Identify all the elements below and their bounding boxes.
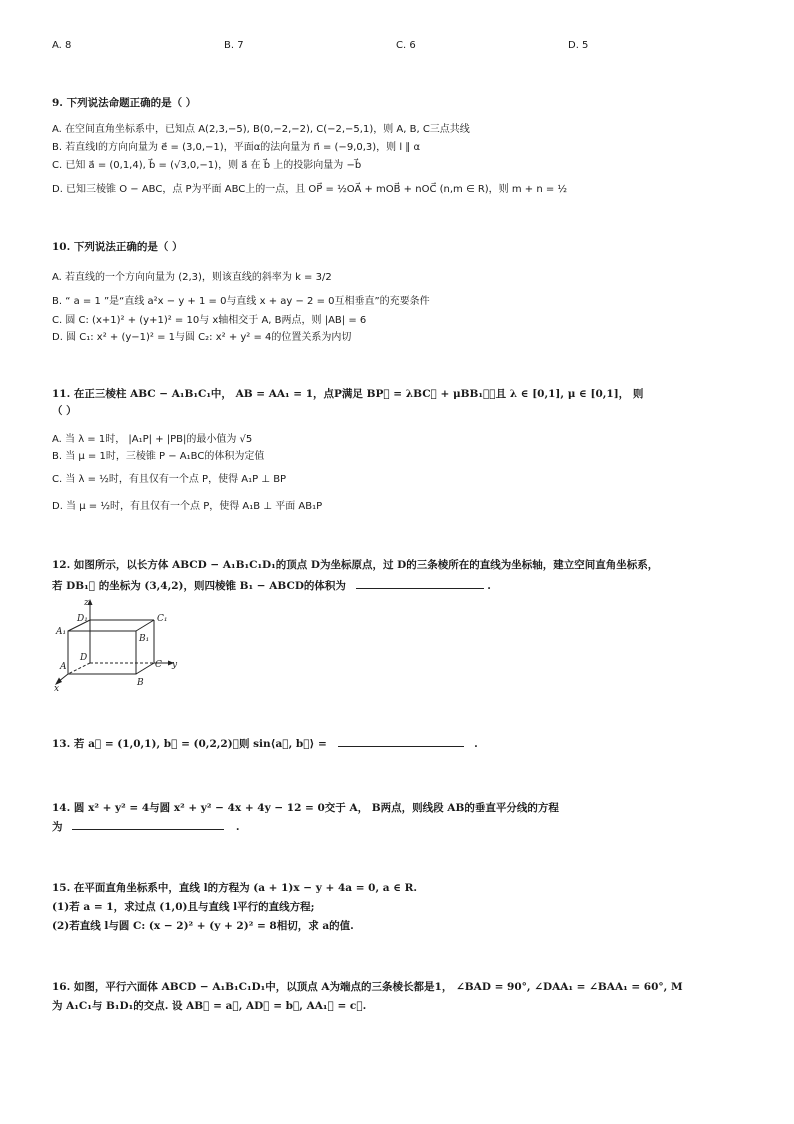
- q11-stem: 11. 在正三棱柱 ABC − A₁B₁C₁中， AB = AA₁ = 1，点P满足 BP⃗ = λBC⃗ + μBB₁⃗，且 λ ∈ [0,1], μ ∈ [0,1]， 则: [52, 388, 644, 400]
- cuboid-figure: [50, 597, 190, 692]
- q12-period: .: [487, 580, 491, 592]
- prev-choice-d: D. 5: [568, 40, 589, 51]
- q12-line2: [52, 578, 491, 593]
- q13-text: 13. 若 a⃗ = (1,0,1), b⃗ = (0,2,2)，则 sin⟨a⃗, b⃗⟩ =: [52, 738, 327, 750]
- prev-choice-c: C. 6: [396, 40, 416, 51]
- q9-option-a: A. 在空间直角坐标系中，已知点 A(2,3,−5), B(0,−2,−2), C(−2,−5,1)，则 A, B, C三点共线: [52, 124, 470, 135]
- q12-text: 若 DB₁⃗ 的坐标为 (3,4,2)，则四棱锥 B₁ − ABCD的体积为: [52, 580, 346, 592]
- q11-option-c: C. 当 λ = ½时，有且仅有一个点 P，使得 A₁P ⊥ BP: [52, 474, 287, 485]
- fig-label-c: C: [155, 660, 162, 670]
- q11-paren: （ ）: [52, 405, 77, 417]
- q10-option-a: A. 若直线的一个方向向量为 (2,3)，则该直线的斜率为 k = 3/2: [52, 272, 332, 283]
- q11-option-d: D. 当 μ = ½时，有且仅有一个点 P，使得 A₁B ⊥ 平面 AB₁P: [52, 501, 323, 512]
- fig-label-d: D: [80, 653, 88, 663]
- q12-line1: 12. 如图所示，以长方体 ABCD − A₁B₁C₁D₁的顶点 D为坐标原点，过 D的三条棱所在的直线为坐标轴，建立空间直角坐标系，: [52, 559, 659, 571]
- q14-period: .: [235, 821, 240, 833]
- q15-line1: 15. 在平面直角坐标系中，直线 l的方程为 (a + 1)x − y + 4a = 0, a ∈ R.: [52, 882, 418, 894]
- q14-line2: [52, 819, 239, 834]
- fig-label-d1: D₁: [77, 614, 88, 624]
- fig-label-z: z: [84, 598, 89, 608]
- q9-option-c: C. 已知 a⃗ = (0,1,4), b⃗ = (√3,0,−1)，则 a⃗ 在 b⃗ 上的投影向量为 −b⃗: [52, 160, 362, 171]
- prev-choice-b: B. 7: [224, 40, 244, 51]
- q14-text: 为: [52, 821, 63, 833]
- q16-line2: 为 A₁C₁与 B₁D₁的交点. 设 AB⃗ = a⃗, AD⃗ = b⃗, AA₁⃗ = c⃗.: [52, 1000, 367, 1012]
- fig-label-b: B: [137, 678, 144, 688]
- q12-answer-blank[interactable]: [356, 578, 484, 589]
- fig-label-x: x: [54, 684, 60, 692]
- q10-option-b: B. “ a = 1 ”是“直线 a²x − y + 1 = 0与直线 x + ay − 2 = 0互相垂直”的充要条件: [52, 296, 430, 307]
- q10-option-d: D. 圆 C₁: x² + (y−1)² = 1与圆 C₂: x² + y² = 4的位置关系为内切: [52, 332, 352, 343]
- fig-label-c1: C₁: [157, 614, 168, 624]
- q9-option-d: D. 已知三棱锥 O − ABC，点 P为平面 ABC上的一点，且 OP⃗ = ½OA⃗ + mOB⃗ + nOC⃗ (n,m ∈ R)，则 m + n = ½: [52, 184, 568, 195]
- fig-label-a1: A₁: [56, 627, 67, 637]
- q10-stem: 10. 下列说法正确的是（ ）: [52, 241, 183, 253]
- q9-option-b: B. 若直线l的方向向量为 e⃗ = (3,0,−1)，平面α的法向量为 n⃗ = (−9,0,3)，则 l ∥ α: [52, 142, 421, 153]
- q14-answer-blank[interactable]: [72, 819, 224, 830]
- q15-line2: (1)若 a = 1，求过点 (1,0)且与直线 l平行的直线方程;: [52, 901, 315, 913]
- q13-period: .: [474, 738, 478, 750]
- prev-choice-a: A. 8: [52, 40, 72, 51]
- q13-answer-blank[interactable]: [338, 736, 464, 747]
- fig-label-y: y: [172, 660, 178, 670]
- q16-line1: 16. 如图，平行六面体 ABCD − A₁B₁C₁D₁中，以顶点 A为端点的三条棱长都是1， ∠BAD = 90°, ∠DAA₁ = ∠BAA₁ = 60°, M: [52, 981, 683, 993]
- q9-stem: 9. 下列说法命题正确的是（ ）: [52, 97, 197, 109]
- q11-option-b: B. 当 μ = 1时，三棱锥 P − A₁BC的体积为定值: [52, 451, 265, 462]
- q13-line: [52, 736, 478, 751]
- q10-option-c: C. 圆 C: (x+1)² + (y+1)² = 10与 x轴相交于 A, B两点，则 |AB| = 6: [52, 315, 367, 326]
- fig-label-b1: B₁: [139, 634, 150, 644]
- fig-label-a: A: [60, 662, 67, 672]
- q14-line1: 14. 圆 x² + y² = 4与圆 x² + y² − 4x + 4y − 12 = 0交于 A， B两点，则线段 AB的垂直平分线的方程: [52, 802, 559, 814]
- q11-option-a: A. 当 λ = 1时， |A₁P| + |PB|的最小值为 √5: [52, 434, 253, 445]
- q15-line3: (2)若直线 l与圆 C: (x − 2)² + (y + 2)² = 8相切，求 a的值.: [52, 920, 354, 932]
